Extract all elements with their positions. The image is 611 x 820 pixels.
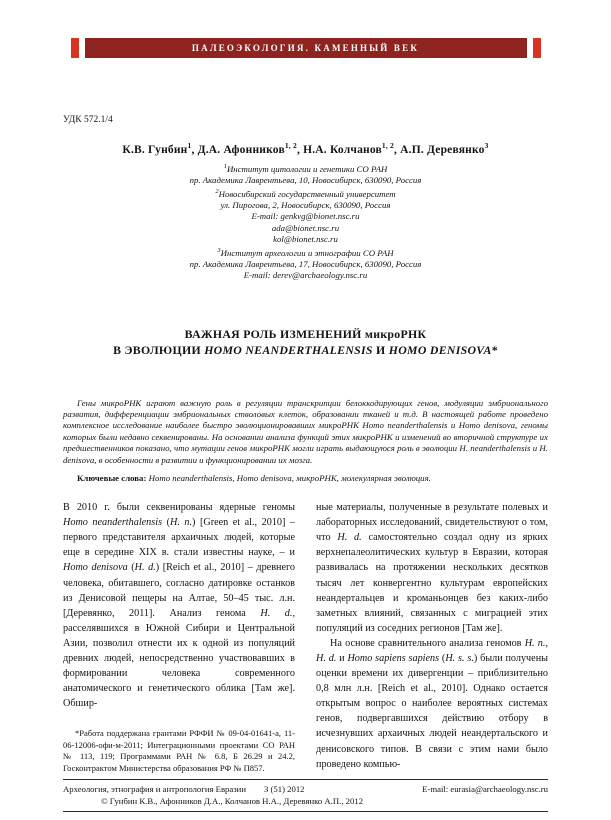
- rubric-end-mark-left: [71, 38, 79, 58]
- copyright-line: © Гунбин К.В., Афонников Д.А., Колчанов Н.А., Деревянко А.П., 2012: [101, 796, 364, 806]
- affiliation-line: $^2$Новосибирский государственный университет: [215, 188, 396, 200]
- affiliation-email: ada@bionet.nsc.ru: [271, 222, 340, 233]
- authors-line: К.В. Гунбин$^1$, Д.А. Афонников$^{1, 2}$, Н.А. Колчанов$^{1, 2}$, А.П. Деревянко$^3$: [122, 141, 489, 156]
- rubric-title: ПАЛЕОЭКОЛОГИЯ. КАМЕННЫЙ ВЕК: [191, 43, 420, 53]
- article-title: [0, 326, 611, 358]
- article-title-line1: ВАЖНАЯ РОЛЬ ИЗМЕНЕНИЙ микроРНК: [184, 326, 427, 341]
- affiliation-email: E-mail: genkvg@bionet.nsc.ru: [251, 211, 360, 222]
- page-footer: [63, 779, 548, 812]
- affiliations-block: [0, 161, 611, 282]
- affiliation-line: ул. Пирогова, 2, Новосибирск, 630090, Россия: [220, 200, 391, 211]
- journal-name: Археология, этнография и антропология Евразии: [63, 784, 246, 794]
- affiliation-line: пр. Академика Лаврентьева, 10, Новосибирск, 630090, Россия: [189, 174, 422, 185]
- affiliation-email: E-mail: derev@archaeology.nsc.ru: [243, 270, 368, 281]
- affiliation-line: $^3$Институт археологии и этнографии СО РАН: [217, 247, 394, 259]
- affiliation-line: пр. Академика Лаврентьева, 17, Новосибирск, 630090, Россия: [189, 259, 422, 270]
- rubric-header: [0, 38, 611, 58]
- affiliation-email: kol@bionet.nsc.ru: [273, 233, 338, 244]
- body-columns: [63, 500, 548, 774]
- rubric-band: [85, 38, 527, 58]
- footer-journal-line: [63, 780, 548, 794]
- contact-email: E-mail: eurasia@archaeology.nsc.ru: [422, 784, 548, 794]
- issue-info: 3 (51) 2012: [263, 784, 305, 794]
- udc-label: УДК 572.1/4: [63, 115, 113, 125]
- right-column: [316, 500, 548, 774]
- body-paragraph: На основе сравнительного анализа геномов H. n., H. d. и Homo sapiens sapiens (H. s. s.) были получены оценки времени их дивергенции – приблизительно 0,8 млн л.н. [Reich et al., 2010]. Однако остается открытым вопрос о наиболее вероятных системах генов, подвергавшихся действию отбору в исчезнувших архаичных людей неандертальского и денисовского типов. В связи с этим нами было проведено компью-: [316, 637, 548, 770]
- affiliation-line: $^1$Институт цитологии и генетики СО РАН: [223, 162, 388, 174]
- abstract-text: Гены микроРНК играют важную роль в регуляции транскрипции белоккодирующих генов, модуляции эмбрионального развития, дифференциации эмбриональных стволовых клеток, образовании тканей и т.д. В настоящей работе проведено комплексное исследование наиболее быстро эволюционировавших микроРНК Homo neanderthalensis и Homo denisova, геномы которых были недавно секвенированы. На основании анализа функций этих микроРНК и изменений во вторичной структуре их предшественников показано, что мутации генов микроРНК могли играть выдающуюся роль в эволюции H. neanderthalensis и H. denisova, в особенности в развитии и функционировании их мозга.: [63, 397, 548, 465]
- body-paragraph: ные материалы, полученные в результате полевых и лабораторных исследований, свидетельствуют о том, что H. d. самостоятельно создал одну из ярких верхнепалеолитических культур в Евразии, которая развивалась на протяжении нескольких десятков тысяч лет конвергентно культурам европейских неандертальцев и кроманьонцев без каких-либо заметных влияний, связанных с миграцией этих популяций из соседних регионов [Там же].: [316, 502, 548, 634]
- footer-rule-bottom: [63, 811, 548, 812]
- left-column: [63, 500, 295, 774]
- article-title-line2: В ЭВОЛЮЦИИ HOMO NEANDERTHALENSIS И HOMO DENISOVA*: [113, 342, 498, 357]
- body-paragraph: В 2010 г. были секвенированы ядерные геномы Homo neanderthalensis (H. n.) [Green et al., 2010] – первого представителя архаичных людей, которые еще в середине XIX в. стали известны науке, – и Homo denisova (H. d.) [Reich et al., 2010] – древнего человека, обитавшего, согласно датировке останков из Денисовой пещеры на Алтае, 50–45 тыс. л.н. [Деревянко, 2011]. Анализ генома H. d., расселявшихся в Южной Сибири и Центральной Азии, позволил отнести их к одной из популяций древних людей, непосредственно участвовавших в формировании человека современного анатомического и генетического облика [Там же]. Обшир-: [63, 502, 295, 710]
- keywords-line: Ключевые слова: Homo neanderthalensis, Homo denisova, микроРНК, молекулярная эволюция.: [77, 473, 431, 484]
- grant-footnote: *Работа поддержана грантами РФФИ № 09-04-01641-а, 11-06-12006-офи-м-2011; Интеграционными проектами СО РАН № 113, 119; Программами РАН № 6.8, Б 26.29 и 24.2, Госконтрактом Министерства образования РФ № П857.: [63, 728, 295, 773]
- rubric-end-mark-right: [533, 38, 541, 58]
